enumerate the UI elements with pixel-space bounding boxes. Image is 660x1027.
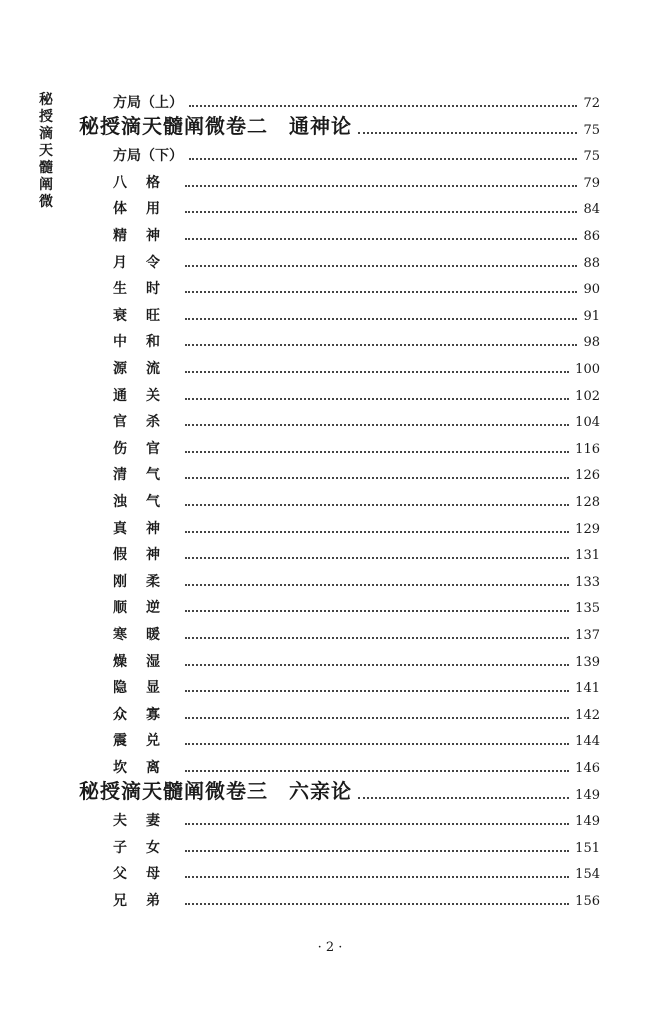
toc-label: 寒暖 [113, 627, 179, 643]
toc-page-number: 146 [575, 761, 600, 776]
toc-label: 父母 [113, 866, 179, 883]
toc-page-number: 75 [583, 149, 600, 165]
toc-label: 真神 [113, 520, 179, 537]
toc-label: 兄弟 [113, 893, 179, 909]
toc-page-number: 156 [575, 894, 600, 909]
dot-leader [185, 609, 569, 612]
toc-page-number: 104 [575, 415, 600, 431]
toc-label: 衰旺 [113, 307, 179, 324]
toc-label: 月令 [113, 254, 179, 271]
dot-leader [185, 769, 569, 772]
toc-label: 伤官 [113, 440, 179, 457]
toc-entry [113, 143, 600, 165]
dot-leader [185, 663, 569, 666]
toc-page-number: 90 [583, 282, 600, 298]
toc-chapter-heading [79, 778, 600, 804]
toc-page-number: 154 [575, 867, 600, 883]
toc-page-number: 149 [575, 787, 600, 803]
toc-label: 夫妻 [113, 813, 179, 830]
toc-page-number: 149 [575, 814, 600, 830]
toc-label: 秘授滴天髓阐微卷三 六亲论 [79, 778, 352, 803]
dot-leader [185, 343, 577, 346]
toc-label: 子女 [113, 839, 179, 856]
dot-leader [185, 476, 569, 479]
dot-leader [185, 184, 577, 187]
toc-entry [113, 888, 600, 910]
toc-page-number: 98 [583, 335, 600, 351]
toc-entry [113, 223, 600, 245]
toc-entry [113, 250, 600, 272]
dot-leader [185, 583, 569, 586]
toc-page-number: 137 [575, 628, 600, 643]
dot-leader [185, 423, 569, 426]
toc-entry [113, 595, 600, 617]
toc-label: 刚柔 [113, 573, 179, 590]
toc-page-number: 116 [575, 441, 600, 457]
dot-leader [185, 716, 569, 719]
toc-entry [113, 569, 600, 591]
toc-page-number: 129 [575, 521, 600, 537]
toc-page-number: 88 [583, 255, 600, 271]
dot-leader [185, 556, 569, 559]
toc-page-number: 151 [575, 840, 600, 856]
toc-chapter-heading [79, 113, 600, 139]
toc-label: 浊气 [113, 494, 179, 510]
toc-label: 隐显 [113, 680, 179, 697]
toc-page-number: 75 [583, 122, 600, 138]
dot-leader [189, 104, 577, 107]
toc-label: 体用 [113, 201, 179, 218]
dot-leader [185, 849, 569, 852]
toc-entry [113, 276, 600, 298]
toc-label: 源流 [113, 361, 179, 377]
dot-leader [185, 317, 577, 320]
toc-entry [113, 329, 600, 351]
dot-leader [185, 689, 569, 692]
toc-page-number: 84 [583, 202, 600, 218]
dot-leader [358, 131, 577, 134]
toc-entry [113, 436, 600, 458]
toc-page-number: 142 [575, 707, 600, 723]
toc-entry [113, 462, 600, 484]
toc-label: 坎离 [113, 760, 179, 776]
toc-label: 方局（下） [113, 148, 183, 165]
toc-label: 生时 [113, 281, 179, 298]
toc-page-number: 86 [583, 229, 600, 244]
toc-page-number: 144 [575, 734, 600, 750]
toc-entry [113, 702, 600, 724]
toc-page-number: 135 [575, 601, 600, 617]
dot-leader [185, 397, 569, 400]
toc-label: 中和 [113, 334, 179, 351]
toc-page-number: 128 [575, 495, 600, 510]
toc-label: 震兑 [113, 733, 179, 750]
toc-page-number: 139 [575, 654, 600, 670]
toc-entry [113, 675, 600, 697]
toc-page-number: 126 [575, 468, 600, 484]
toc-page-number: 91 [583, 308, 600, 324]
toc-entry [113, 542, 600, 564]
toc-label: 众寡 [113, 706, 179, 723]
toc-label: 通关 [113, 387, 179, 404]
toc-label: 方局（上） [113, 95, 183, 111]
toc-entry [113, 728, 600, 750]
toc-label: 顺逆 [113, 600, 179, 617]
toc-label: 燥湿 [113, 653, 179, 670]
dot-leader [185, 822, 569, 825]
toc-entry [113, 383, 600, 405]
toc-page-number: 79 [583, 175, 600, 191]
toc-page-number: 72 [583, 96, 600, 111]
toc-entry [113, 170, 600, 192]
toc-entry [113, 196, 600, 218]
toc-page-number: 100 [575, 362, 600, 377]
dot-leader [185, 450, 569, 453]
toc-label: 清气 [113, 467, 179, 484]
toc-page-number: 102 [575, 388, 600, 404]
toc-label: 秘授滴天髓阐微卷二 通神论 [79, 113, 352, 138]
toc-label: 假神 [113, 547, 179, 564]
dot-leader [185, 290, 577, 293]
toc-entry [113, 356, 600, 378]
toc-label: 官杀 [113, 414, 179, 431]
dot-leader [185, 902, 569, 905]
toc-page-number: 131 [575, 548, 600, 564]
dot-leader [185, 636, 569, 639]
page-number: · 2 · [317, 940, 343, 955]
toc-entry [113, 649, 600, 671]
toc-entry [113, 861, 600, 883]
dot-leader [185, 875, 569, 878]
dot-leader [189, 157, 577, 160]
toc-page-number: 141 [575, 681, 600, 697]
running-title: 秘授滴天髓阐微 [39, 92, 53, 210]
dot-leader [185, 530, 569, 533]
toc-entry [113, 622, 600, 644]
dot-leader [358, 796, 569, 799]
dot-leader [185, 210, 577, 213]
toc-label: 精神 [113, 228, 179, 244]
toc-entry [113, 489, 600, 511]
toc-entry [113, 303, 600, 325]
toc-entry [113, 409, 600, 431]
toc-page-number: 133 [575, 574, 600, 590]
dot-leader [185, 370, 569, 373]
toc-entry [113, 516, 600, 538]
dot-leader [185, 264, 577, 267]
dot-leader [185, 503, 569, 506]
toc-entry [113, 808, 600, 830]
dot-leader [185, 742, 569, 745]
toc-label: 八格 [113, 174, 179, 191]
toc-entry [113, 835, 600, 857]
dot-leader [185, 237, 577, 240]
